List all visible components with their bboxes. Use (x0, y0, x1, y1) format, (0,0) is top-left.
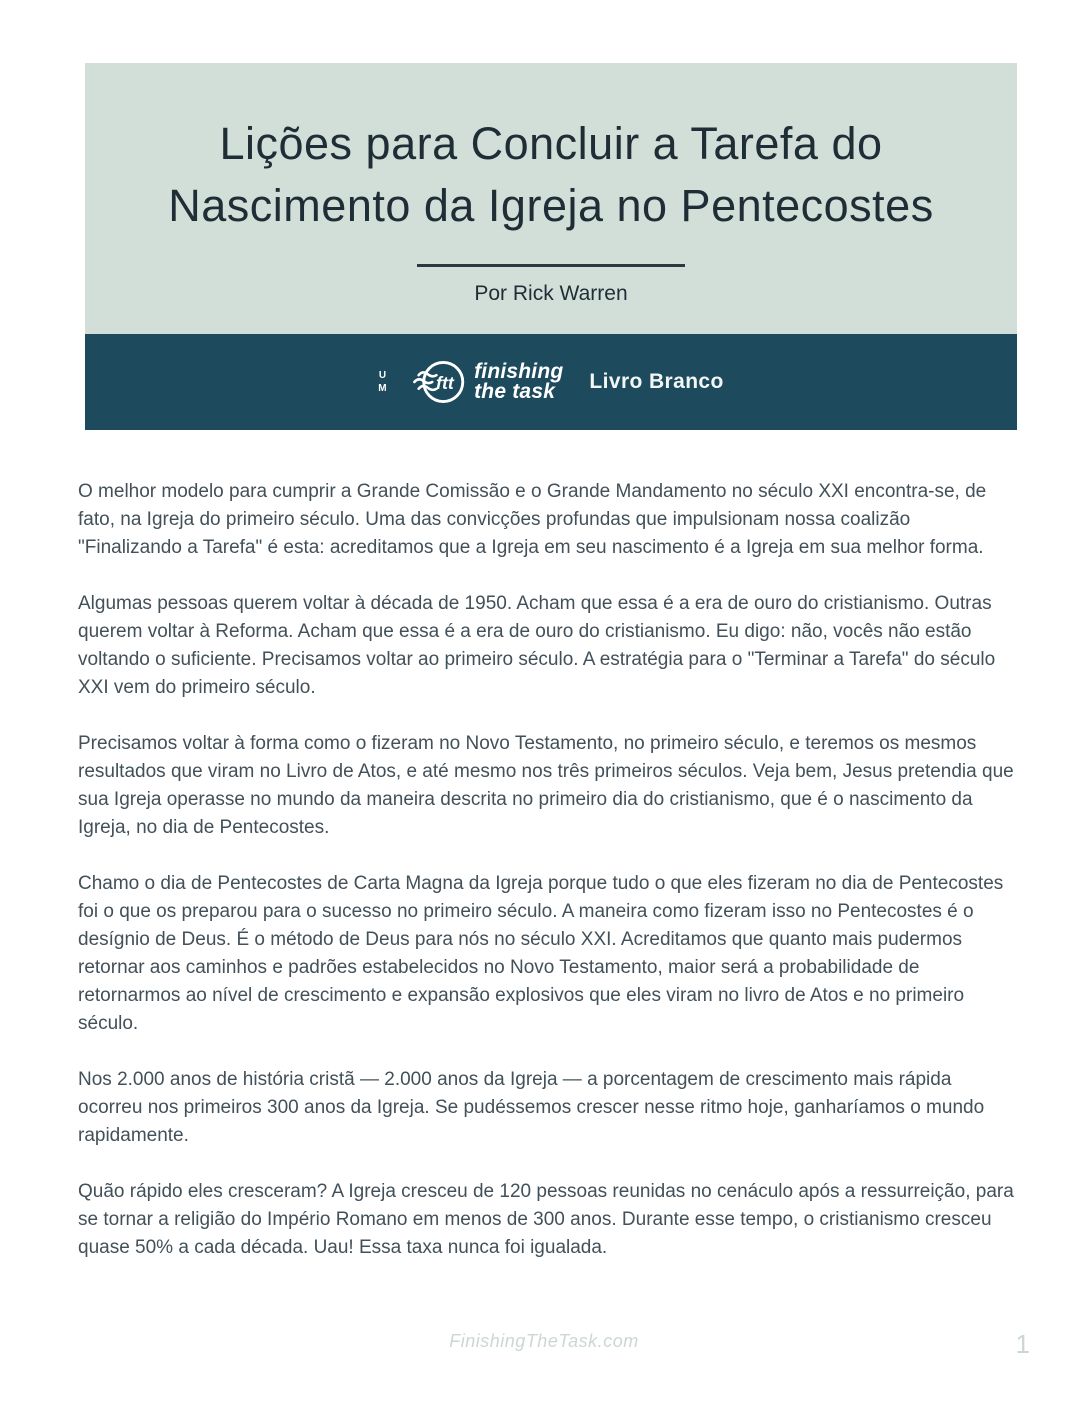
page-title (85, 113, 1017, 237)
um-letter-u: U (378, 370, 387, 381)
um-vertical-label (378, 369, 387, 395)
ftt-circle-waves-icon (411, 356, 467, 408)
um-letter-m: M (378, 383, 388, 394)
title-line-1: Lições para Concluir a Tarefa do (219, 118, 883, 169)
ftt-monogram: ftt (436, 372, 454, 393)
title-divider (417, 264, 685, 267)
paragraph-1: O melhor modelo para cumprir a Grande Comissão e o Grande Mandamento no século XXI encontra-se, de fato, na Igreja do primeiro século. Uma das convicções profundas que impulsionam nossa coalizão "Finalizando a Tarefa" é esta: acreditamos que a Igreja em seu nascimento é a Igreja em sua melhor forma. (78, 481, 987, 558)
wordmark-line-2: the task (474, 380, 556, 403)
document-header (85, 63, 1017, 334)
paragraph-3: Precisamos voltar à forma como o fizeram no Novo Testamento, no primeiro século, e teremos os mesmos resultados que viram no Livro de Atos, e até mesmo nos três primeiros séculos. Veja bem, Jesus pretendia que sua Igreja operasse no mundo da maneira descrita no primeiro dia do cristianismo, que é o nascimento da Igreja, no dia de Pentecostes. (78, 733, 1014, 838)
brand-band-content (378, 356, 723, 408)
wordmark-line-1: finishing (474, 360, 564, 384)
title-line-2: Nascimento da Igreja no Pentecostes (168, 180, 934, 231)
livro-branco-label: Livro Branco (589, 370, 724, 393)
ftt-wordmark (474, 362, 563, 401)
document-body (78, 478, 1018, 1290)
byline: Por Rick Warren (474, 282, 628, 305)
footer-site-link[interactable]: FinishingTheTask.com (449, 1331, 639, 1351)
paragraph-4: Chamo o dia de Pentecostes de Carta Magna da Igreja porque tudo o que eles fizeram no dia de Pentecostes foi o que os preparou para o sucesso no primeiro século. A maneira como fizeram isso no Pentecostes é o desígnio de Deus. É o método de Deus para nós no século XXI. Acreditamos que quanto mais pudermos retornar aos caminhos e padrões estabelecidos no Novo Testamento, maior será a probabilidade de retornarmos ao nível de crescimento e expansão explosivos que eles viram no livro de Atos e no primeiro século. (78, 873, 1004, 1034)
paragraph-5: Nos 2.000 anos de história cristã — 2.000 anos da Igreja — a porcentagem de crescimento mais rápida ocorreu nos primeiros 300 anos da Igreja. Se pudéssemos crescer nesse ritmo hoje, ganharíamos o mundo rapidamente. (78, 1069, 985, 1146)
brand-band (85, 334, 1017, 430)
paragraph-2: Algumas pessoas querem voltar à década de 1950. Acham que essa é a era de ouro do cristianismo. Outras querem voltar à Reforma. Acham que essa é a era de ouro do cristianismo. Eu digo: não, vocês não estão voltando o suficiente. Precisamos voltar ao primeiro século. A estratégia para o "Terminar a Tarefa" do século XXI vem do primeiro século. (78, 593, 996, 698)
page-number: 1 (1015, 1329, 1030, 1359)
finishing-the-task-logo (411, 356, 563, 408)
paragraph-6: Quão rápido eles cresceram? A Igreja cresceu de 120 pessoas reunidas no cenáculo após a ressurreição, para se tornar a religião do Império Romano em menos de 300 anos. Durante esse tempo, o cristianismo cresceu quase 50% a cada década. Uau! Essa taxa nunca foi igualada. (78, 1181, 1014, 1258)
